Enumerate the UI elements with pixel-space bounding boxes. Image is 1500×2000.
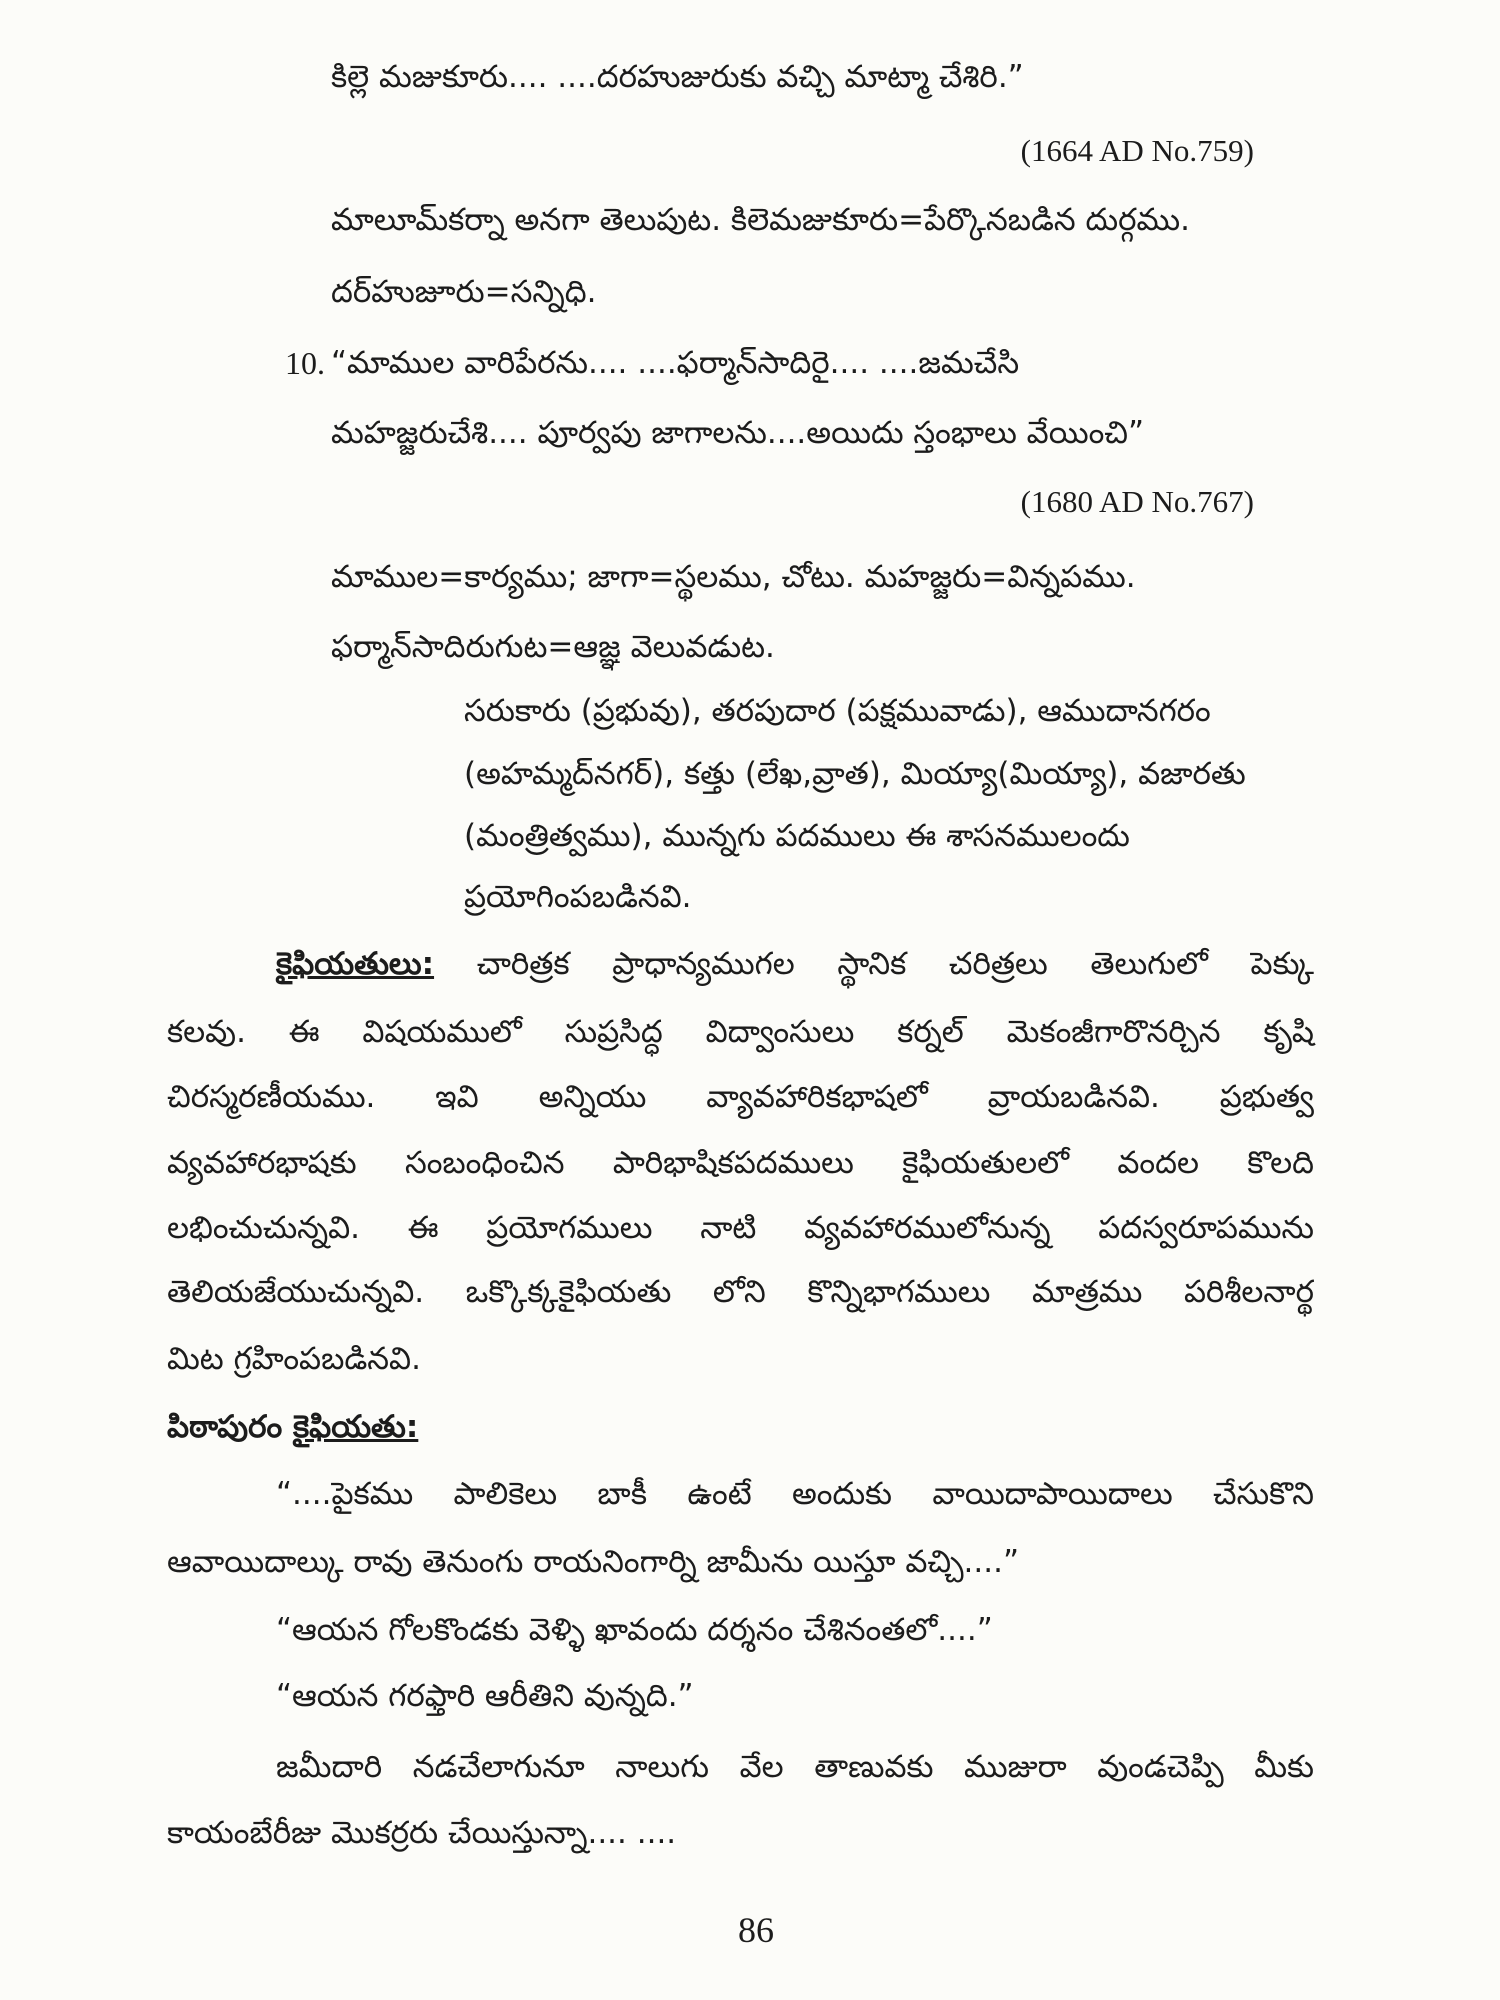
terms-note-line: (అహమ్మద్‌నగర్), కత్తు (లేఖ,వ్రాత), మియ్యా(మియ్యా), వజారతు <box>464 756 1246 792</box>
quote-line: ఆవాయిదాల్కు రావు తెనుంగు రాయనింగార్ని జామీను యిస్తూ వచ్చి....” <box>167 1544 1020 1580</box>
section-term: కైఫియతులు: <box>276 946 435 982</box>
quote-line: కిల్లె మజుకూరు.... ....దరహుజురుకు వచ్చి మాట్మా చేశిరి.” <box>331 59 1024 95</box>
quote-line: “....పైకము పాలికెలు బాకీ ఉంటే అందుకు వాయిదాపాయిదాలు చేసుకొని <box>276 1476 1314 1512</box>
quote-line: జమీదారి నడచేలాగునూ నాలుగు వేల తాణువకు ముజురా వుండచెప్పి మీకు <box>276 1749 1314 1785</box>
heading-place: పిఠాపురం <box>167 1409 283 1445</box>
heading-term: కైఫియతు: <box>292 1409 419 1445</box>
quote-line: మహజ్జరుచేశి.... పూర్వపు జాగాలను....అయిదు స్తంభాలు వేయించి” <box>331 415 1145 451</box>
paragraph-line: మిట గ్రహింపబడినవి. <box>167 1341 421 1377</box>
quote-line: “ఆయన గోలకొండకు వెళ్ళి ఖావందు దర్శనం చేశినంతలో....” <box>276 1612 993 1648</box>
paragraph-line: చిరస్మరణీయము. ఇవి అన్నియు వ్యావహారికభాషలో వ్రాయబడినవి. ప్రభుత్వ <box>167 1079 1314 1115</box>
gloss-line: దర్‌హుజూరు=సన్నిధి. <box>331 274 597 310</box>
terms-note-line: (మంత్రిత్వము), మున్నగు పదములు ఈ శాసనములందు <box>464 818 1130 854</box>
gloss-line: ఫర్మాన్‌సాదిరుగుట=ఆజ్ఞ వెలువడుట. <box>331 629 775 665</box>
citation: (1664 AD No.759) <box>1020 133 1254 168</box>
paragraph-line: వ్యవహారభాషకు సంబంధించిన పారిభాషికపదములు కైఫియతులలో వందల కొలది <box>167 1145 1314 1181</box>
item-number: 10. <box>285 345 325 381</box>
page-number: 86 <box>738 1910 774 1950</box>
gloss-line: మాముల=కార్యము; జాగా=స్థలము, చోటు. మహజ్జరు=విన్నపము. <box>331 559 1136 595</box>
section-heading <box>167 1397 1314 1457</box>
gloss-line: మాలూమ్‌కర్నా అనగా తెలుపుట. కిలెమజుకూరు=పేర్కొనబడిన దుర్గము. <box>331 202 1190 238</box>
quote-line: “మాముల వారిపేరను.... ....ఫర్మాన్‌సాదిరై.... ....జమచేసి <box>331 345 1020 381</box>
terms-note-line: ప్రయోగింపబడినవి. <box>464 879 692 915</box>
citation: (1680 AD No.767) <box>1020 484 1254 519</box>
paragraph-line <box>276 934 1314 994</box>
quote-line: కాయంబేరీజు మొకర్రరు చేయిస్తున్నా.... .... <box>167 1815 677 1851</box>
paragraph-text: చారిత్రక ప్రాధాన్యముగల స్థానిక చరిత్రలు తెలుగులో పెక్కు <box>476 946 1314 982</box>
paragraph-line: తెలియజేయుచున్నవి. ఒక్కొక్కకైఫియతు లోని కొన్నిభాగములు మాత్రము పరిశీలనార్థ <box>167 1274 1314 1310</box>
paragraph-line: కలవు. ఈ విషయములో సుప్రసిద్ధ విద్వాంసులు కర్నల్ మెకంజీగారొనర్చిన కృషి <box>167 1014 1314 1050</box>
paragraph-line: లభించుచున్నవి. ఈ ప్రయోగములు నాటి వ్యవహారములోనున్న పదస్వరూపమును <box>167 1210 1314 1246</box>
terms-note-line: సరుకారు (ప్రభువు), తరపుదార (పక్షమువాడు), ఆముదానగరం <box>464 693 1211 729</box>
quote-line: “ఆయన గరఫ్తారి ఆరీతిని వున్నది.” <box>276 1678 694 1714</box>
